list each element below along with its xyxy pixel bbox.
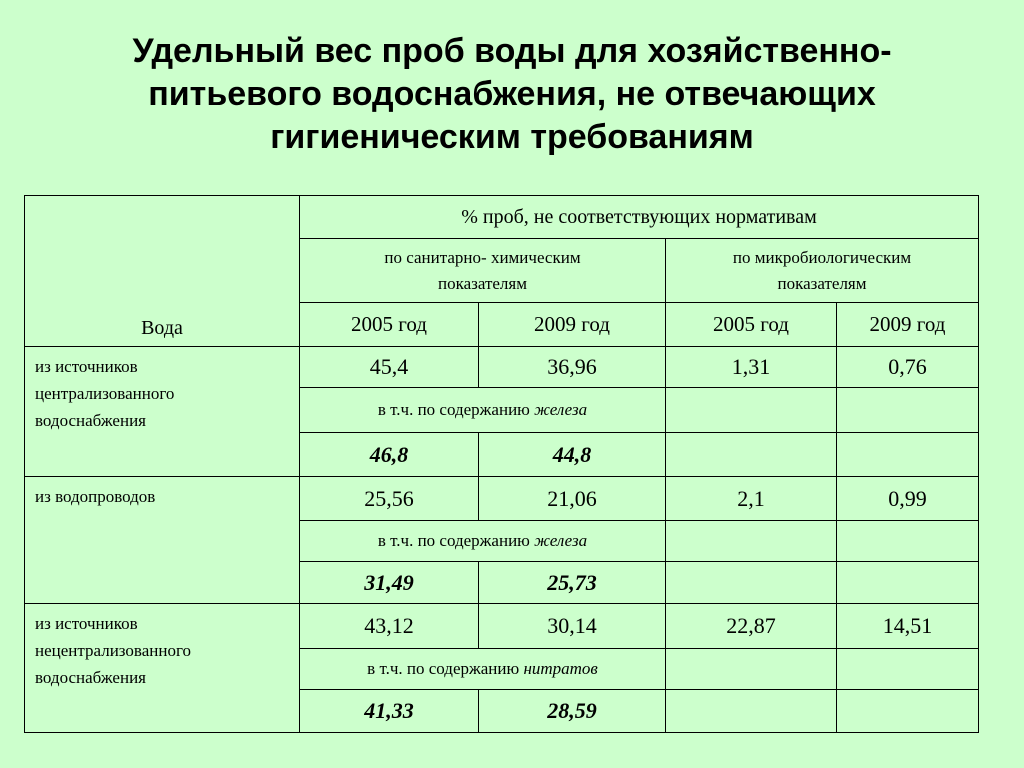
sub-value-cell: 25,73 [479,562,666,604]
note-substance: железа [534,531,588,550]
sub-value-cell: 31,49 [300,562,479,604]
row-label-line: водоснабжения [35,411,146,430]
empty-cell [666,433,837,477]
row-label-line: из источников [35,357,138,376]
value-cell: 2,1 [666,477,837,521]
title-line: Удельный вес проб воды для хозяйственно- [132,32,892,70]
empty-cell [837,649,979,690]
value-cell: 22,87 [666,604,837,649]
sub-value-cell: 41,33 [300,690,479,733]
title-line: гигиеническим требованиям [270,118,754,156]
note-cell [300,388,666,433]
header-group: % проб, не соответствующих нормативам [300,196,979,239]
value-cell: 21,06 [479,477,666,521]
sub-value-cell: 44,8 [479,433,666,477]
value-cell: 0,99 [837,477,979,521]
empty-cell [666,388,837,433]
empty-cell [666,521,837,562]
empty-cell [837,388,979,433]
value-cell: 1,31 [666,347,837,388]
header-chemical [300,239,666,303]
value-cell: 25,56 [300,477,479,521]
sub-value-cell: 46,8 [300,433,479,477]
value-cell: 30,14 [479,604,666,649]
row-label-line: водоснабжения [35,668,146,687]
row-label [25,604,300,733]
header-year: 2009 год [837,303,979,347]
header-year: 2009 год [479,303,666,347]
sub-value-cell: 28,59 [479,690,666,733]
empty-cell [837,562,979,604]
value-cell: 0,76 [837,347,979,388]
row-label-line: из источников [35,614,138,633]
value-cell: 43,12 [300,604,479,649]
note-prefix: в т.ч. по содержанию [377,400,535,419]
empty-cell [837,521,979,562]
value-cell: 14,51 [837,604,979,649]
empty-cell [837,690,979,733]
row-label-line: централизованного [35,384,175,403]
note-substance: нитратов [523,659,598,678]
title-line: питьевого водоснабжения, не отвечающих [148,75,876,113]
row-label-line: нецентрализованного [35,641,192,660]
header-chemical-line: показателям [437,273,527,293]
header-micro-line: показателям [777,273,867,293]
value-cell: 36,96 [479,347,666,388]
note-cell [300,649,666,690]
row-label [25,477,300,604]
header-micro-line: по микробиологическим [732,247,912,267]
empty-cell [666,562,837,604]
page-title [0,30,1024,159]
row-label-line: из водопроводов [35,487,156,506]
note-cell [300,521,666,562]
header-year: 2005 год [300,303,479,347]
header-year: 2005 год [666,303,837,347]
value-cell: 45,4 [300,347,479,388]
header-chemical-line: по санитарно- химическим [384,247,581,267]
row-label [25,347,300,477]
note-prefix: в т.ч. по содержанию [377,531,535,550]
note-substance: железа [534,400,588,419]
note-prefix: в т.ч. по содержанию [367,659,524,678]
empty-cell [666,649,837,690]
water-samples-table [24,195,979,733]
empty-cell [837,433,979,477]
empty-cell [666,690,837,733]
header-micro [666,239,979,303]
header-water: Вода [25,196,300,347]
